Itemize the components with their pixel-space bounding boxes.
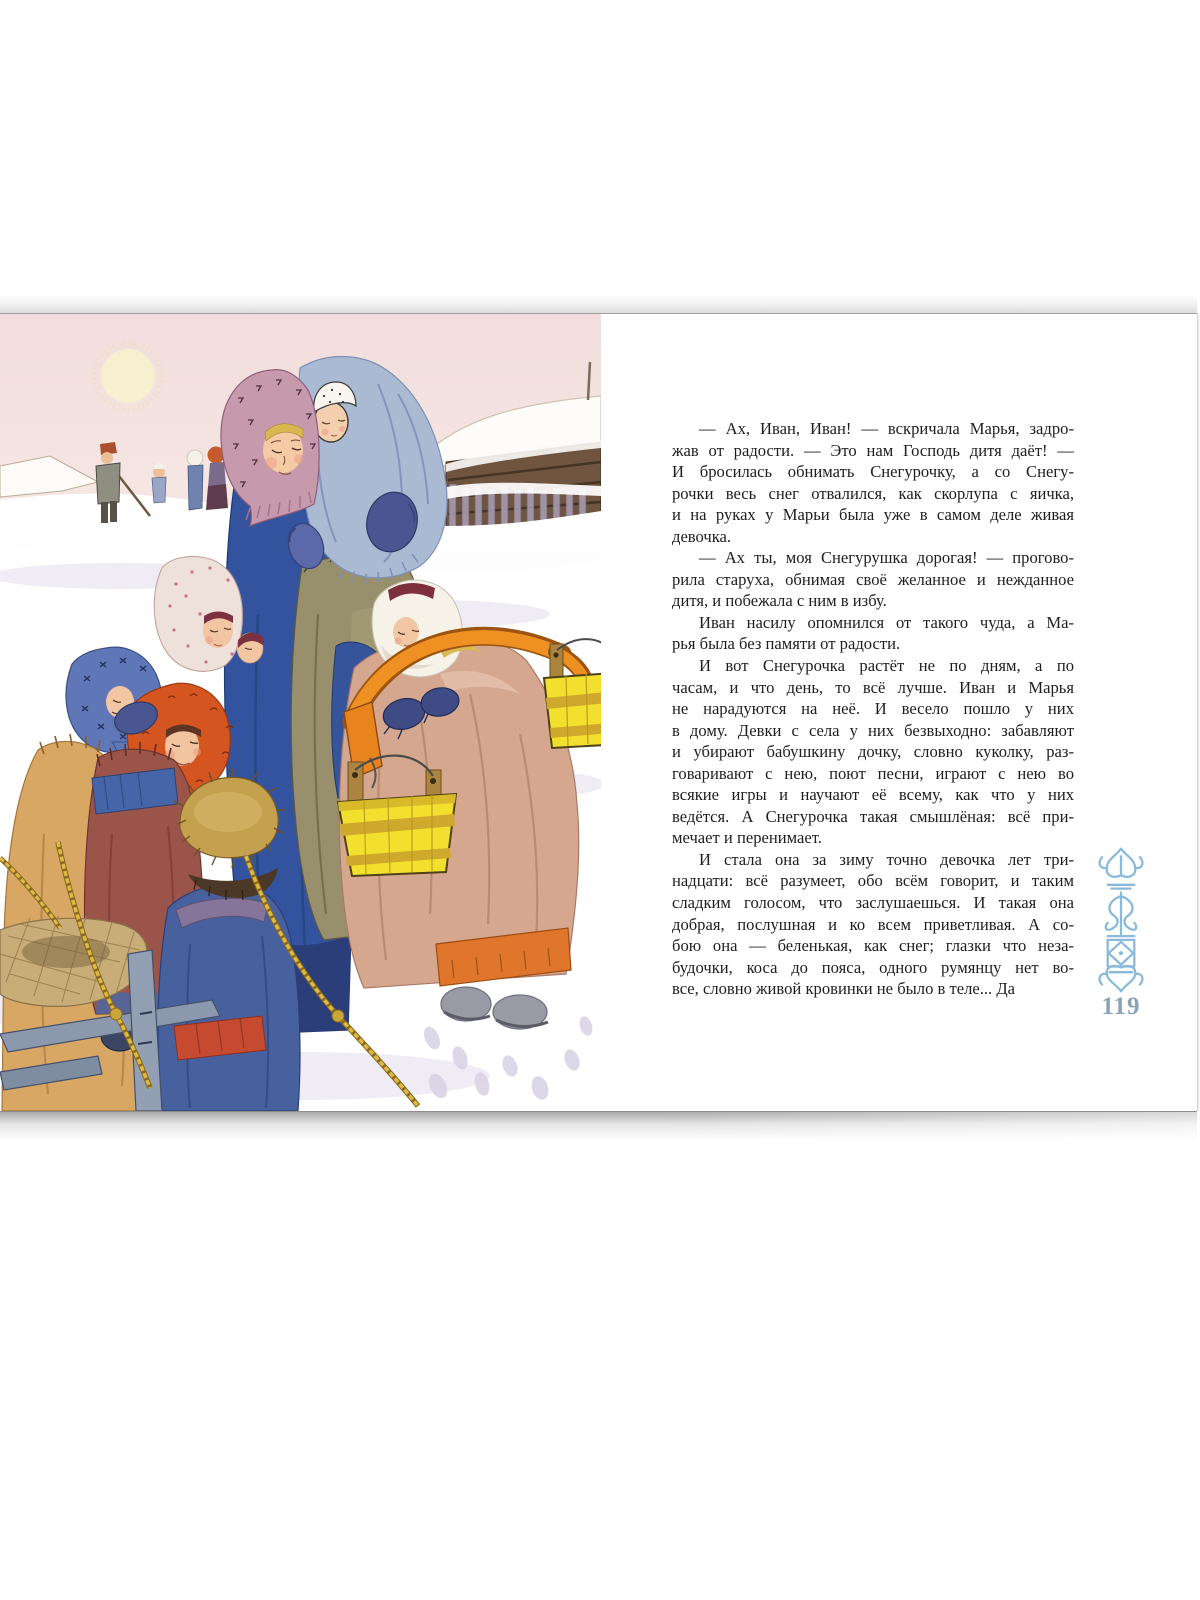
text-line: и убирают бабушкину дочку, словно куколку, раз-: [672, 742, 1074, 762]
text-line: рила старуха, обнимая своё желанное и нежданное: [672, 569, 1074, 589]
page-bottom-shadow: [0, 1111, 1197, 1140]
left-page: [0, 314, 601, 1111]
text-line: девочка.: [672, 526, 732, 546]
chapter-ornament: [1090, 843, 1152, 995]
page-top-shadow: [0, 294, 1197, 314]
text-line: будочки, коса до пояса, одного румянцу нет во-: [672, 957, 1074, 977]
page-number: 119: [1101, 993, 1141, 1020]
book-spread: [0, 313, 1198, 1111]
chapter-ornament-icon: [1090, 843, 1152, 995]
text-line: часам, и что день, то всё лучше. Иван и Марья: [672, 677, 1074, 697]
text-line: все, словно живой кровинки не было в теле... Да: [672, 979, 1016, 999]
text-line: И вот Снегурочка растёт не по дням, а по: [699, 656, 1074, 676]
text-line: надцати: всё разумеет, обо всём говорит, и таким: [672, 871, 1074, 891]
illustration-snegurochka: [0, 314, 601, 1111]
text-line: И бросилась обнимать Снегурочку, а со Снегу-: [672, 462, 1074, 482]
text-line: дитя, и побежала с ним в избу.: [672, 591, 887, 611]
text-line: сладким голосом, что заслушаешься. И такая она: [672, 893, 1074, 913]
text-line: в дому. Девки с села у них безвыходно: забавляют: [672, 720, 1074, 740]
right-page: [601, 314, 1197, 1111]
text-line: — Ах, Иван, Иван! — вскричала Марья, задро-: [699, 419, 1074, 438]
text-line: бою она — беленькая, как снег; глазки что неза-: [672, 936, 1074, 956]
text-line: мечает и перенимает.: [672, 828, 822, 848]
text-line: говаривают с нею, поют песни, играют с нею во: [672, 763, 1074, 783]
text-line: жав от радости. — Это нам Господь дитя даёт! —: [672, 440, 1074, 460]
text-line: всякие игры и научают её всему, как что у них: [672, 785, 1074, 805]
text-line: и на руках у Марьи была уже в самом деле живая: [672, 505, 1074, 525]
text-line: И стала она за зиму точно девочка лет три-: [699, 849, 1074, 869]
text-line: добрая, послушная и ко всем приветливая. А со-: [672, 914, 1074, 934]
text-line: ведётся. А Снегурочка такая смышлёная: всё при-: [672, 806, 1074, 826]
text-line: Иван насилу опомнился от такого чуда, а Ма-: [699, 612, 1074, 632]
text-line: рья была без памяти от радости.: [672, 634, 901, 654]
story-text: [672, 418, 1074, 1000]
text-line: рочки весь снег отвалился, как скорлупа с яичка,: [672, 483, 1074, 503]
text-line: — Ах ты, моя Снегурушка дорогая! — прогово-: [699, 548, 1074, 568]
text-line: не нарадуются на неё. И весело пошло у них: [672, 699, 1074, 719]
